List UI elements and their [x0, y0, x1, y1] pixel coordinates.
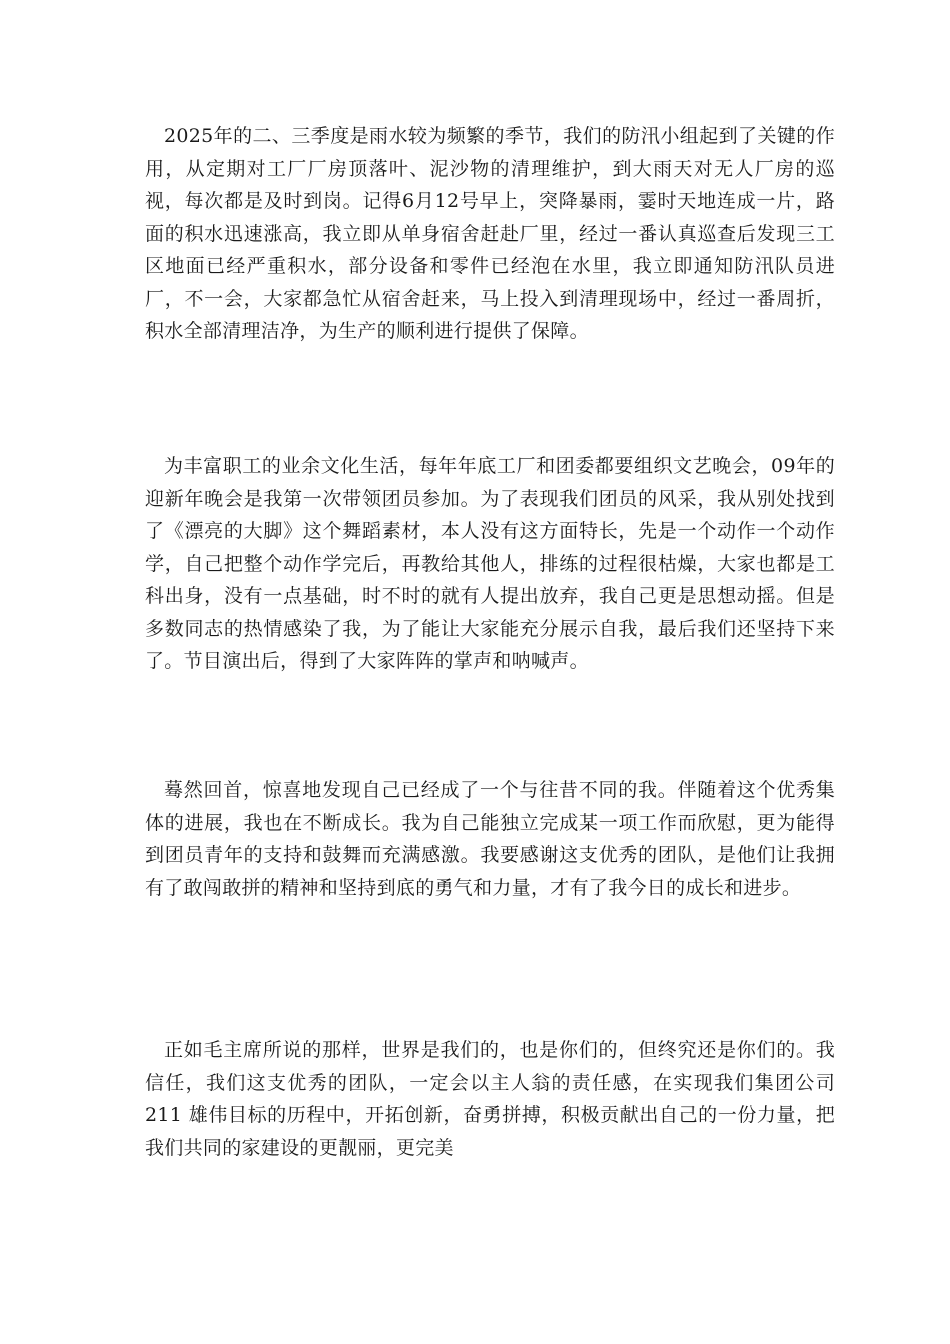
paragraph-flood-control: 2025年的二、三季度是雨水较为频繁的季节，我们的防汛小组起到了关键的作用，从定期对工厂厂房顶落叶、泥沙物的清理维护，到大雨天对无人厂房的巡视，每次都是及时到岗。记得6月12号早上，突降暴雨，霎时天地连成一片，路面的积水迅速涨高，我立即从单身宿舍赶赴厂里，经过一番认真巡查后发现三工区地面已经严重积水，部分设备和零件已经泡在水里，我立即通知防汛队员进厂，不一会，大家都急忙从宿舍赶来，马上投入到清理现场中，经过一番周折，积水全部清理洁净，为生产的顺利进行提供了保障。: [145, 125, 835, 342]
paragraph-new-year-gala: 为丰富职工的业余文化生活，每年年底工厂和团委都要组织文艺晚会，09年的迎新年晚会是我第一次带领团员参加。为了表现我们团员的风采，我从别处找到了《漂亮的大脚》这个舞蹈素材，本人没有这方面特长，先是一个动作一个动作学，自己把整个动作学完后，再教给其他人，排练的过程很枯燥，大家也都是工科出身，没有一点基础，时不时的就有人提出放弃，我自己更是思想动摇。但是多数同志的热情感染了我，为了能让大家能充分展示自我，最后我们还坚持下来了。节目演出后，得到了大家阵阵的掌声和呐喊声。: [145, 455, 835, 672]
paragraph-closing: 正如毛主席所说的那样，世界是我们的，也是你们的，但终究还是你们的。我信任，我们这支优秀的团队，一定会以主人翁的责任感，在实现我们集团公司 211 雄伟目标的历程中，开拓创新，奋勇拼搏，积极贡献出自己的一份力量，把我们共同的家建设的更靓丽，更完美: [145, 1039, 835, 1159]
paragraph-reflection: 蓦然回首，惊喜地发现自己已经成了一个与往昔不同的我。伴随着这个优秀集体的进展，我也在不断成长。我为自己能独立完成某一项工作而欣慰，更为能得到团员青年的支持和鼓舞而充满感激。我要感谢这支优秀的团队，是他们让我拥有了敢闯敢拼的精神和坚持到底的勇气和力量，才有了我今日的成长和进步。: [145, 779, 835, 899]
